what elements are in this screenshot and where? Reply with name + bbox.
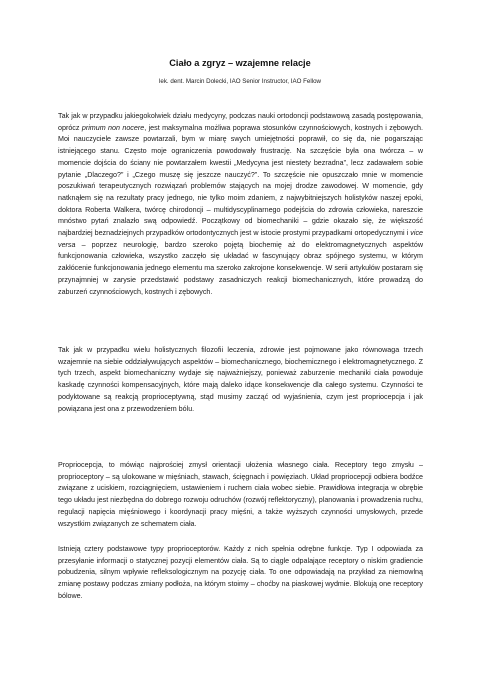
paragraph-1 — [58, 111, 423, 298]
paragraph-3: Propriocepcja, to mówiąc najprościej zmysł orientacji ułożenia własnego ciała. Receptory tego zmysłu – proprioceptory – są ulokowane w mięśniach, stawach, ścięgnach i powięziach. Układ propriocepcji odbiera bodźce związane z uciskiem, rozciągnięciem, ustawieniem i ruchem ciała wobec siebie. Prawidłowa integracja w obrębie tego układu jest niezbędna do dobrego rozwoju odruchów (rozwój reflektoryczny), planowania i prowadzenia ruchu, regulacji napięcia mięśniowego i koordynacji pracy mięśni, a także wyższych czynności umysłowych, przede wszystkim związanych ze schematem ciała. — [58, 461, 423, 528]
paragraph-1-text-e: – poprzez neurologię, bardzo szeroko pojętą biochemię aż do elektromagnetycznych aspektów funkcjonowania człowieka, wszystko zaczęło się układać w fascynujący obraz spójnego systemu, w którym zakłócenie funkcjonowania jednego elementu ma szeroko zakrojone konsekwencje. W serii artykułów postaram się przynajmniej w zarysie przedstawić podstawy zasadniczych reakcji biomechanicznych, które prowadzą do zaburzeń czynnościowych, kostnych i zębowych. — [58, 240, 423, 296]
paragraph-1-text-c: , jest maksymalna możliwa poprawa stosunków czynnościowych, kostnych i zębowych. Moi nauczyciele zawsze powtarzali, bym w miarę swych umiejętności poprawił, co się da, nie pogarszając istniejącego stanu. Często moje ograniczenia powodowały frustrację. Na szczęście była ona twórcza – w momencie dojścia do ściany nie powtarzałem kwestii „Medycyna jest niestety bezradna”, lecz zadawałem sobie pytanie „Dlaczego?” i „Czego muszę się jeszcze nauczyć?”. To szczęście nie opuszczało mnie w momencie poszukiwań terapeutycznych rozwiązań problemów stających na mojej drodze zawodowej. W momencie, gdy natknąłem się na rezultaty pracy jednego, nie tylko moim zdaniem, z najwybitniejszych holistyków naszej epoki, doktora Roberta Walkera, twórcę chirodoncji – multidyscyplinarnego podejścia do zdrowia człowieka, nareszcie mnóstwo pytań znalazło swą odpowiedź. Początkowy od biomechaniki – gdzie okazało się, że większość najbardziej beznadziejnych przypadków ortodontycznych jest w istocie prostymi przypadkami ortopedycznymi i — [58, 123, 423, 238]
paragraph-4: Istnieją cztery podstawowe typy proprioceptorów. Każdy z nich spełnia odrębne funkcje. Typ I odpowiada za przesyłanie informacji o statycznej pozycji elementów ciała. Są to ciągle odpalające receptory o niskim gradiencie pobudzenia, silnym wpływie refleksologicznym na pozycję ciała. To one odpowiadają na przykład za niemowlną zmianę postawy podczas zmiany podłoża, na którym stoimy – choćby na piaskowej wydmie. Blokują one receptory bólowe. — [58, 545, 423, 600]
paragraph-1-italic-vice-versa: vice versa — [58, 229, 423, 249]
document-title: Ciało a zgryz – wzajemne relacje — [169, 58, 311, 68]
paragraph-2: Tak jak w przypadku wielu holistycznych filozofii leczenia, zdrowie jest pojmowane jako równowaga trzech wzajemnie na siebie oddziaływujących aspektów – biomechanicznego, biochemicznego i elektromagnetycznego. Z tych trzech, aspekt biomechaniczny wydaje się najważniejszy, ponieważ zaburzenie mechaniki ciała powoduje kaskadę czynności kompensacyjnych, które mają daleko idące konsekwencje dla całego systemu. Czynności te podyktowane są reakcją proprioceptywną, stąd musimy zacząć od wyjaśnienia, czym jest propriocepcja i jak powiązana jest ona z przewodzeniem bólu. — [58, 346, 423, 413]
paragraph-1-italic-primum: primum non nocere — [81, 123, 145, 132]
document-author: lek. dent. Marcin Dolecki, IAO Senior Instructor, IAO Fellow — [159, 78, 321, 85]
paragraph-1-text-a: Tak jak w przypadku jakiegokolwiek działu medycyny, podczas nauki ortodoncji podstawową zasadą postępowania, oprócz — [58, 112, 423, 132]
